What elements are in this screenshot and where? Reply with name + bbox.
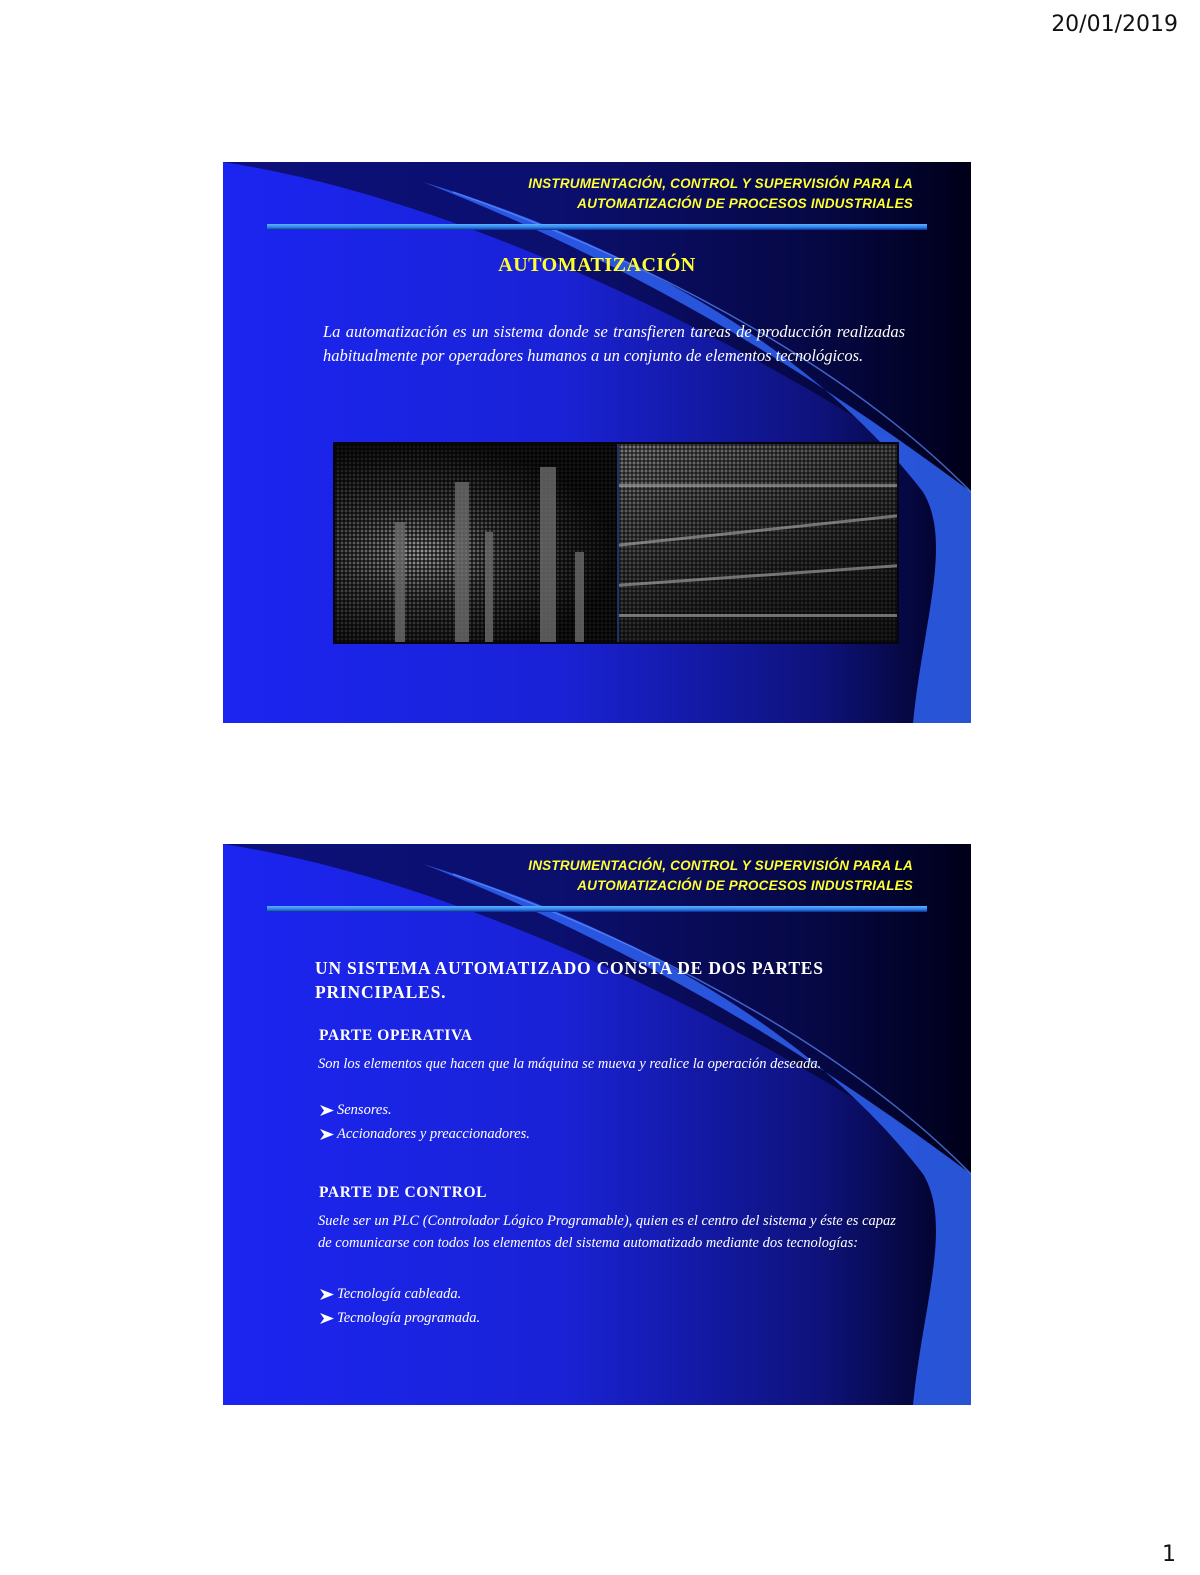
arrow-bullet-icon bbox=[319, 1128, 336, 1141]
list-item bbox=[319, 1306, 480, 1330]
list-item bbox=[319, 1282, 480, 1306]
slide-heading bbox=[315, 956, 935, 1004]
page-date: 20/01/2019 bbox=[1051, 12, 1178, 37]
parte-control-description: Suele ser un PLC (Controlador Lógico Programable), quien es el centro del sistema y éste es capaz de comunicarse con todos los elementos del sistema automatizado mediante dos tecnologías: bbox=[318, 1213, 896, 1251]
header-line-1: INSTRUMENTACIÓN, CONTROL Y SUPERVISIÓN PARA LA bbox=[528, 176, 913, 191]
heading-line-1: UN SISTEMA AUTOMATIZADO CONSTA DE DOS PARTES bbox=[315, 958, 824, 978]
plant-aerial-photo bbox=[617, 444, 897, 642]
list-item-text: Sensores. bbox=[337, 1102, 392, 1118]
parte-operativa-list bbox=[319, 1098, 530, 1146]
slide-automatizacion bbox=[223, 162, 971, 723]
industrial-photos bbox=[333, 442, 899, 644]
header-rule bbox=[267, 224, 927, 230]
slide-header bbox=[528, 856, 913, 896]
arrow-bullet-icon bbox=[319, 1288, 336, 1301]
list-item bbox=[319, 1098, 530, 1122]
page-number: 1 bbox=[1162, 1542, 1176, 1567]
list-item-text: Tecnología programada. bbox=[337, 1310, 481, 1326]
arrow-bullet-icon bbox=[319, 1312, 336, 1325]
parte-control-title: PARTE DE CONTROL bbox=[319, 1184, 488, 1201]
slide-sistema-automatizado bbox=[223, 844, 971, 1405]
list-item-text: Tecnología cableada. bbox=[337, 1286, 462, 1302]
parte-control-list bbox=[319, 1282, 480, 1330]
parte-operativa-title: PARTE OPERATIVA bbox=[319, 1027, 473, 1044]
list-item-text: Accionadores y preaccionadores. bbox=[337, 1126, 530, 1142]
header-line-2: AUTOMATIZACIÓN DE PROCESOS INDUSTRIALES bbox=[577, 196, 913, 211]
header-line-1: INSTRUMENTACIÓN, CONTROL Y SUPERVISIÓN PARA LA bbox=[528, 858, 913, 873]
slide-header bbox=[528, 174, 913, 214]
refinery-night-photo bbox=[335, 444, 617, 642]
heading-line-2: PRINCIPALES. bbox=[315, 982, 447, 1002]
arrow-bullet-icon bbox=[319, 1104, 336, 1117]
parte-operativa-description: Son los elementos que hacen que la máquina se mueva y realice la operación deseada. bbox=[318, 1056, 822, 1072]
slide-title: AUTOMATIZACIÓN bbox=[498, 254, 696, 276]
definition-paragraph: La automatización es un sistema donde se transfieren tareas de producción realizadas habitualmente por operadores humanos a un conjunto de elementos tecnológicos. bbox=[323, 322, 905, 365]
header-line-2: AUTOMATIZACIÓN DE PROCESOS INDUSTRIALES bbox=[577, 878, 913, 893]
list-item bbox=[319, 1122, 530, 1146]
header-rule bbox=[267, 906, 927, 912]
